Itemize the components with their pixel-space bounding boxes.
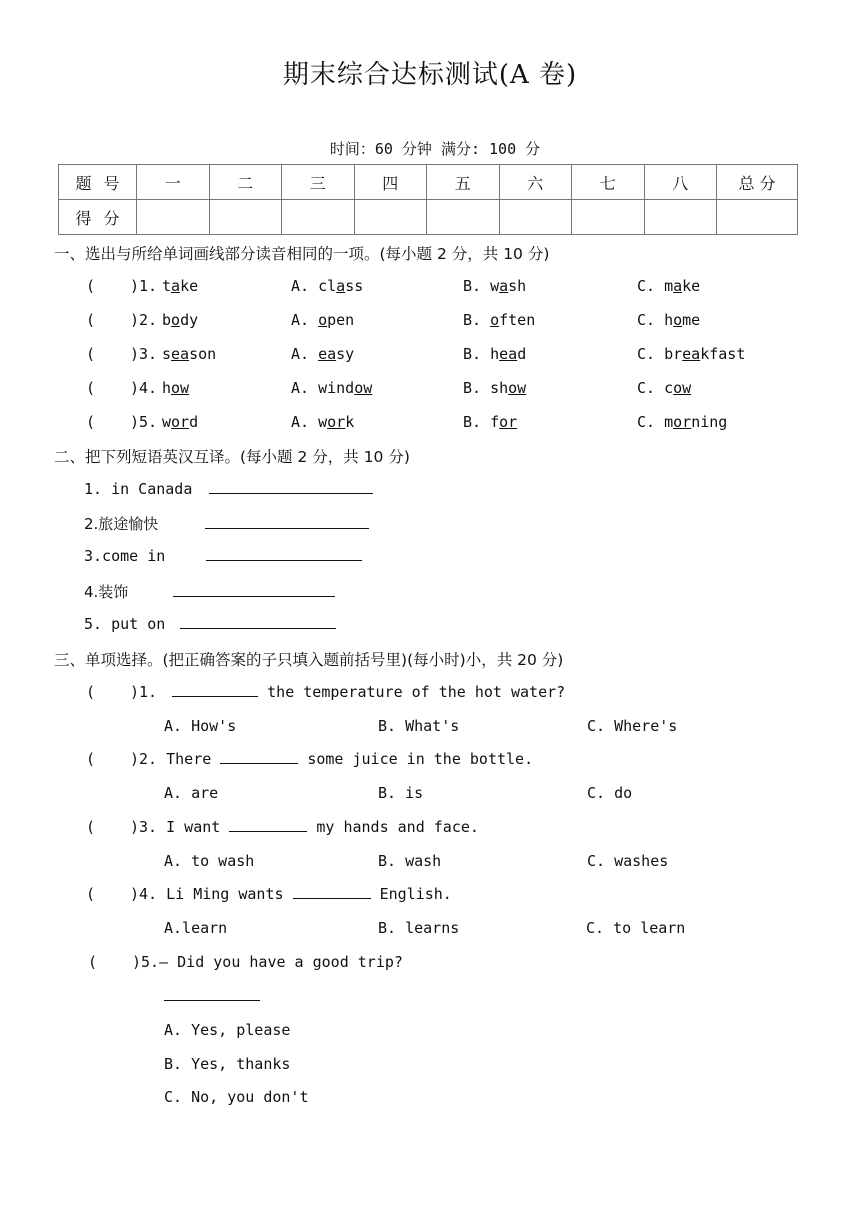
- phonics-row-cell: [637, 311, 700, 329]
- word-part: dy: [180, 311, 199, 329]
- word-part: B. f: [463, 413, 500, 431]
- word-part: h: [162, 379, 172, 397]
- score-cell[interactable]: [427, 200, 500, 235]
- section-3-heading: 三、单项选择。(把正确答案的子只填入题前括号里)(每小时)小，共 20 分): [54, 651, 564, 669]
- underlined-letters: ea: [171, 345, 190, 363]
- translation-item: [84, 480, 373, 498]
- option-b: [463, 311, 535, 329]
- word-part: s: [162, 345, 172, 363]
- answer-bracket[interactable]: (: [86, 379, 96, 397]
- score-col-total: 总 分: [717, 165, 798, 200]
- option-a: A. are: [164, 784, 219, 802]
- given-word: [162, 413, 198, 431]
- word-part: ke: [682, 277, 701, 295]
- answer-bracket[interactable]: (: [86, 885, 96, 903]
- option-b: B. What's: [378, 717, 460, 735]
- score-col-5: 五: [427, 165, 500, 200]
- option-b: [463, 379, 526, 397]
- word-part: A.: [291, 311, 319, 329]
- phonics-row-cell: [463, 277, 526, 295]
- score-cell[interactable]: [209, 200, 282, 235]
- option-a: [291, 311, 354, 329]
- option-a: [291, 379, 372, 397]
- score-col-2: 二: [209, 165, 282, 200]
- dialogue-answer-line: [164, 987, 260, 1005]
- word-part: b: [162, 311, 172, 329]
- question-1: [86, 683, 565, 701]
- phonics-row-cell: [162, 345, 216, 363]
- underlined-letters: or: [327, 413, 346, 431]
- score-col-3: 三: [282, 165, 355, 200]
- question-number: )5.: [130, 413, 158, 431]
- question-4: [86, 379, 157, 397]
- phonics-row-cell: [637, 379, 691, 397]
- option-b: [463, 413, 517, 431]
- underlined-letters: o: [490, 311, 500, 329]
- word-part: B.: [463, 311, 491, 329]
- score-cell[interactable]: [354, 200, 427, 235]
- answer-blank[interactable]: [164, 988, 260, 1001]
- phonics-row-cell: [291, 379, 372, 397]
- translation-prompt: 1. in Canada: [84, 480, 193, 498]
- word-part: C. m: [637, 413, 674, 431]
- option-c: [637, 311, 700, 329]
- option-a: [291, 277, 363, 295]
- translation-prompt: 5. put on: [84, 615, 166, 633]
- phonics-row-cell: [637, 345, 745, 363]
- phonics-row-cell: [86, 277, 157, 295]
- word-part: A. w: [291, 413, 328, 431]
- translation-prompt: 2.旅途愉快: [84, 515, 159, 533]
- word-part: B. sh: [463, 379, 509, 397]
- phonics-row-cell: [637, 413, 727, 431]
- phonics-row-cell: [86, 379, 157, 397]
- word-part: t: [162, 277, 172, 295]
- answer-bracket[interactable]: (: [88, 953, 98, 971]
- score-cell[interactable]: [717, 200, 798, 235]
- word-part: C. c: [637, 379, 674, 397]
- underlined-letters: ea: [318, 345, 337, 363]
- score-table-score-row: [59, 200, 798, 235]
- answer-bracket[interactable]: (: [86, 413, 96, 431]
- option-a: A.learn: [164, 919, 228, 937]
- score-header-label: 题号: [59, 165, 137, 200]
- answer-blank[interactable]: [220, 751, 298, 764]
- question-text: Li Ming wants: [166, 885, 284, 903]
- option-c: C. to learn: [586, 919, 686, 937]
- word-part: k: [345, 413, 355, 431]
- underlined-letters: ow: [171, 379, 190, 397]
- answer-blank[interactable]: [293, 886, 371, 899]
- word-part: pen: [327, 311, 355, 329]
- score-cell[interactable]: [644, 200, 717, 235]
- option-c: [637, 345, 745, 363]
- question-number: )1.: [130, 277, 158, 295]
- underlined-letters: or: [673, 413, 692, 431]
- section-1-heading: 一、选出与所给单词画线部分读音相同的一项。(每小题 2 分，共 10 分): [54, 245, 550, 263]
- answer-bracket[interactable]: (: [86, 818, 96, 836]
- option-a: [291, 413, 354, 431]
- phonics-row-cell: [162, 413, 198, 431]
- phonics-row-cell: [86, 345, 157, 363]
- word-part: C. m: [637, 277, 674, 295]
- word-part: A.: [291, 345, 319, 363]
- underlined-letters: a: [171, 277, 181, 295]
- answer-bracket[interactable]: (: [86, 750, 96, 768]
- phonics-row-cell: [463, 345, 526, 363]
- score-col-1: 一: [137, 165, 210, 200]
- translation-item: [84, 581, 335, 602]
- question-number: )4.: [130, 885, 158, 903]
- option-c: C. do: [587, 784, 633, 802]
- question-5: [86, 413, 157, 431]
- translation-item: [84, 513, 369, 534]
- given-word: [162, 379, 189, 397]
- question-2: [86, 750, 533, 768]
- question-number: )2.: [130, 750, 158, 768]
- underlined-letters: or: [171, 413, 190, 431]
- word-part: sy: [336, 345, 355, 363]
- word-part: sh: [508, 277, 527, 295]
- translation-item: [84, 615, 336, 633]
- underlined-letters: o: [171, 311, 181, 329]
- score-cell[interactable]: [499, 200, 572, 235]
- option-b: [463, 345, 526, 363]
- underlined-letters: or: [499, 413, 518, 431]
- question-number: )5.: [132, 953, 160, 971]
- question-text: There: [166, 750, 212, 768]
- question-3: [86, 345, 157, 363]
- underlined-letters: ow: [508, 379, 527, 397]
- exam-meta: 时间：60 分钟 满分: 100 分: [329, 140, 541, 158]
- option-a: [291, 345, 354, 363]
- option-a: A. How's: [164, 717, 237, 735]
- underlined-letters: a: [499, 277, 509, 295]
- word-part: kfast: [700, 345, 746, 363]
- underlined-letters: ea: [499, 345, 518, 363]
- word-part: C. br: [637, 345, 683, 363]
- underlined-letters: a: [336, 277, 346, 295]
- score-cell[interactable]: [282, 200, 355, 235]
- answer-blank[interactable]: [209, 481, 373, 494]
- option-b: B. wash: [378, 852, 442, 870]
- question-text: English.: [379, 885, 452, 903]
- translation-prompt: 3.come in: [84, 547, 166, 565]
- option-c: [637, 413, 727, 431]
- question-2: [86, 311, 157, 329]
- question-number: )3.: [130, 345, 158, 363]
- question-5: [88, 953, 403, 971]
- question-4: [86, 885, 452, 903]
- option-c: C. washes: [587, 852, 669, 870]
- score-col-8: 八: [644, 165, 717, 200]
- question-number: )2.: [130, 311, 158, 329]
- option-a: A. to wash: [164, 852, 255, 870]
- underlined-letters: ea: [682, 345, 701, 363]
- phonics-row-cell: [291, 277, 363, 295]
- phonics-row-cell: [291, 345, 354, 363]
- option-b: B. is: [378, 784, 424, 802]
- word-part: B. h: [463, 345, 500, 363]
- score-col-6: 六: [499, 165, 572, 200]
- word-part: ften: [499, 311, 536, 329]
- answer-bracket[interactable]: (: [86, 345, 96, 363]
- phonics-row-cell: [86, 413, 157, 431]
- option-c: [637, 277, 700, 295]
- question-text: I want: [166, 818, 221, 836]
- option-c: [637, 379, 691, 397]
- phonics-row-cell: [463, 311, 535, 329]
- phonics-row-cell: [463, 379, 526, 397]
- score-row-label: 得分: [59, 200, 137, 235]
- translation-prompt: 4.装饰: [84, 583, 129, 601]
- question-number: )3.: [130, 818, 158, 836]
- question-number: )1.: [130, 683, 158, 701]
- underlined-letters: ow: [673, 379, 692, 397]
- phonics-row-cell: [162, 379, 189, 397]
- question-1: [86, 277, 157, 295]
- answer-blank[interactable]: [229, 819, 307, 832]
- answer-bracket[interactable]: (: [86, 277, 96, 295]
- word-part: w: [162, 413, 172, 431]
- answer-blank[interactable]: [206, 548, 362, 561]
- word-part: B. w: [463, 277, 500, 295]
- option-b: [463, 277, 526, 295]
- answer-blank[interactable]: [172, 684, 258, 697]
- question-3: [86, 818, 479, 836]
- score-cell[interactable]: [137, 200, 210, 235]
- underlined-letters: o: [673, 311, 683, 329]
- phonics-row-cell: [162, 311, 198, 329]
- given-word: [162, 345, 216, 363]
- answer-blank[interactable]: [205, 516, 369, 529]
- translation-item: [84, 547, 362, 565]
- answer-bracket[interactable]: (: [86, 311, 96, 329]
- phonics-row-cell: [463, 413, 517, 431]
- phonics-row-cell: [291, 311, 354, 329]
- question-number: )4.: [130, 379, 158, 397]
- word-part: d: [189, 413, 199, 431]
- option-b: B. Yes, thanks: [164, 1055, 291, 1073]
- word-part: ke: [180, 277, 199, 295]
- score-col-7: 七: [572, 165, 645, 200]
- word-part: son: [189, 345, 217, 363]
- underlined-letters: ow: [354, 379, 373, 397]
- option-a: A. Yes, please: [164, 1021, 291, 1039]
- underlined-letters: o: [318, 311, 328, 329]
- word-part: C. h: [637, 311, 674, 329]
- given-word: [162, 311, 198, 329]
- score-col-4: 四: [354, 165, 427, 200]
- phonics-row-cell: [637, 277, 700, 295]
- word-part: d: [517, 345, 527, 363]
- given-word: [162, 277, 198, 295]
- section-2-heading: 二、把下列短语英汉互译。(每小题 2 分，共 10 分): [54, 448, 410, 466]
- answer-bracket[interactable]: (: [86, 683, 96, 701]
- phonics-row-cell: [162, 277, 198, 295]
- option-b: B. learns: [378, 919, 460, 937]
- page-title: 期末综合达标测试(A 卷): [282, 60, 578, 90]
- option-c: C. Where's: [587, 717, 678, 735]
- word-part: me: [682, 311, 701, 329]
- score-cell[interactable]: [572, 200, 645, 235]
- score-table: [58, 164, 798, 235]
- phonics-row-cell: [291, 413, 354, 431]
- question-text: some juice in the bottle.: [307, 750, 534, 768]
- question-text: the temperature of the hot water?: [267, 683, 566, 701]
- underlined-letters: a: [673, 277, 683, 295]
- question-text: my hands and face.: [316, 818, 479, 836]
- question-text: — Did you have a good trip?: [159, 953, 403, 971]
- answer-blank[interactable]: [173, 584, 335, 597]
- word-part: ss: [345, 277, 364, 295]
- answer-blank[interactable]: [180, 616, 336, 629]
- word-part: ning: [691, 413, 728, 431]
- word-part: A. wind: [291, 379, 355, 397]
- word-part: A. cl: [291, 277, 337, 295]
- option-c: C. No, you don't: [164, 1088, 309, 1106]
- phonics-row-cell: [86, 311, 157, 329]
- score-table-header-row: [59, 165, 798, 200]
